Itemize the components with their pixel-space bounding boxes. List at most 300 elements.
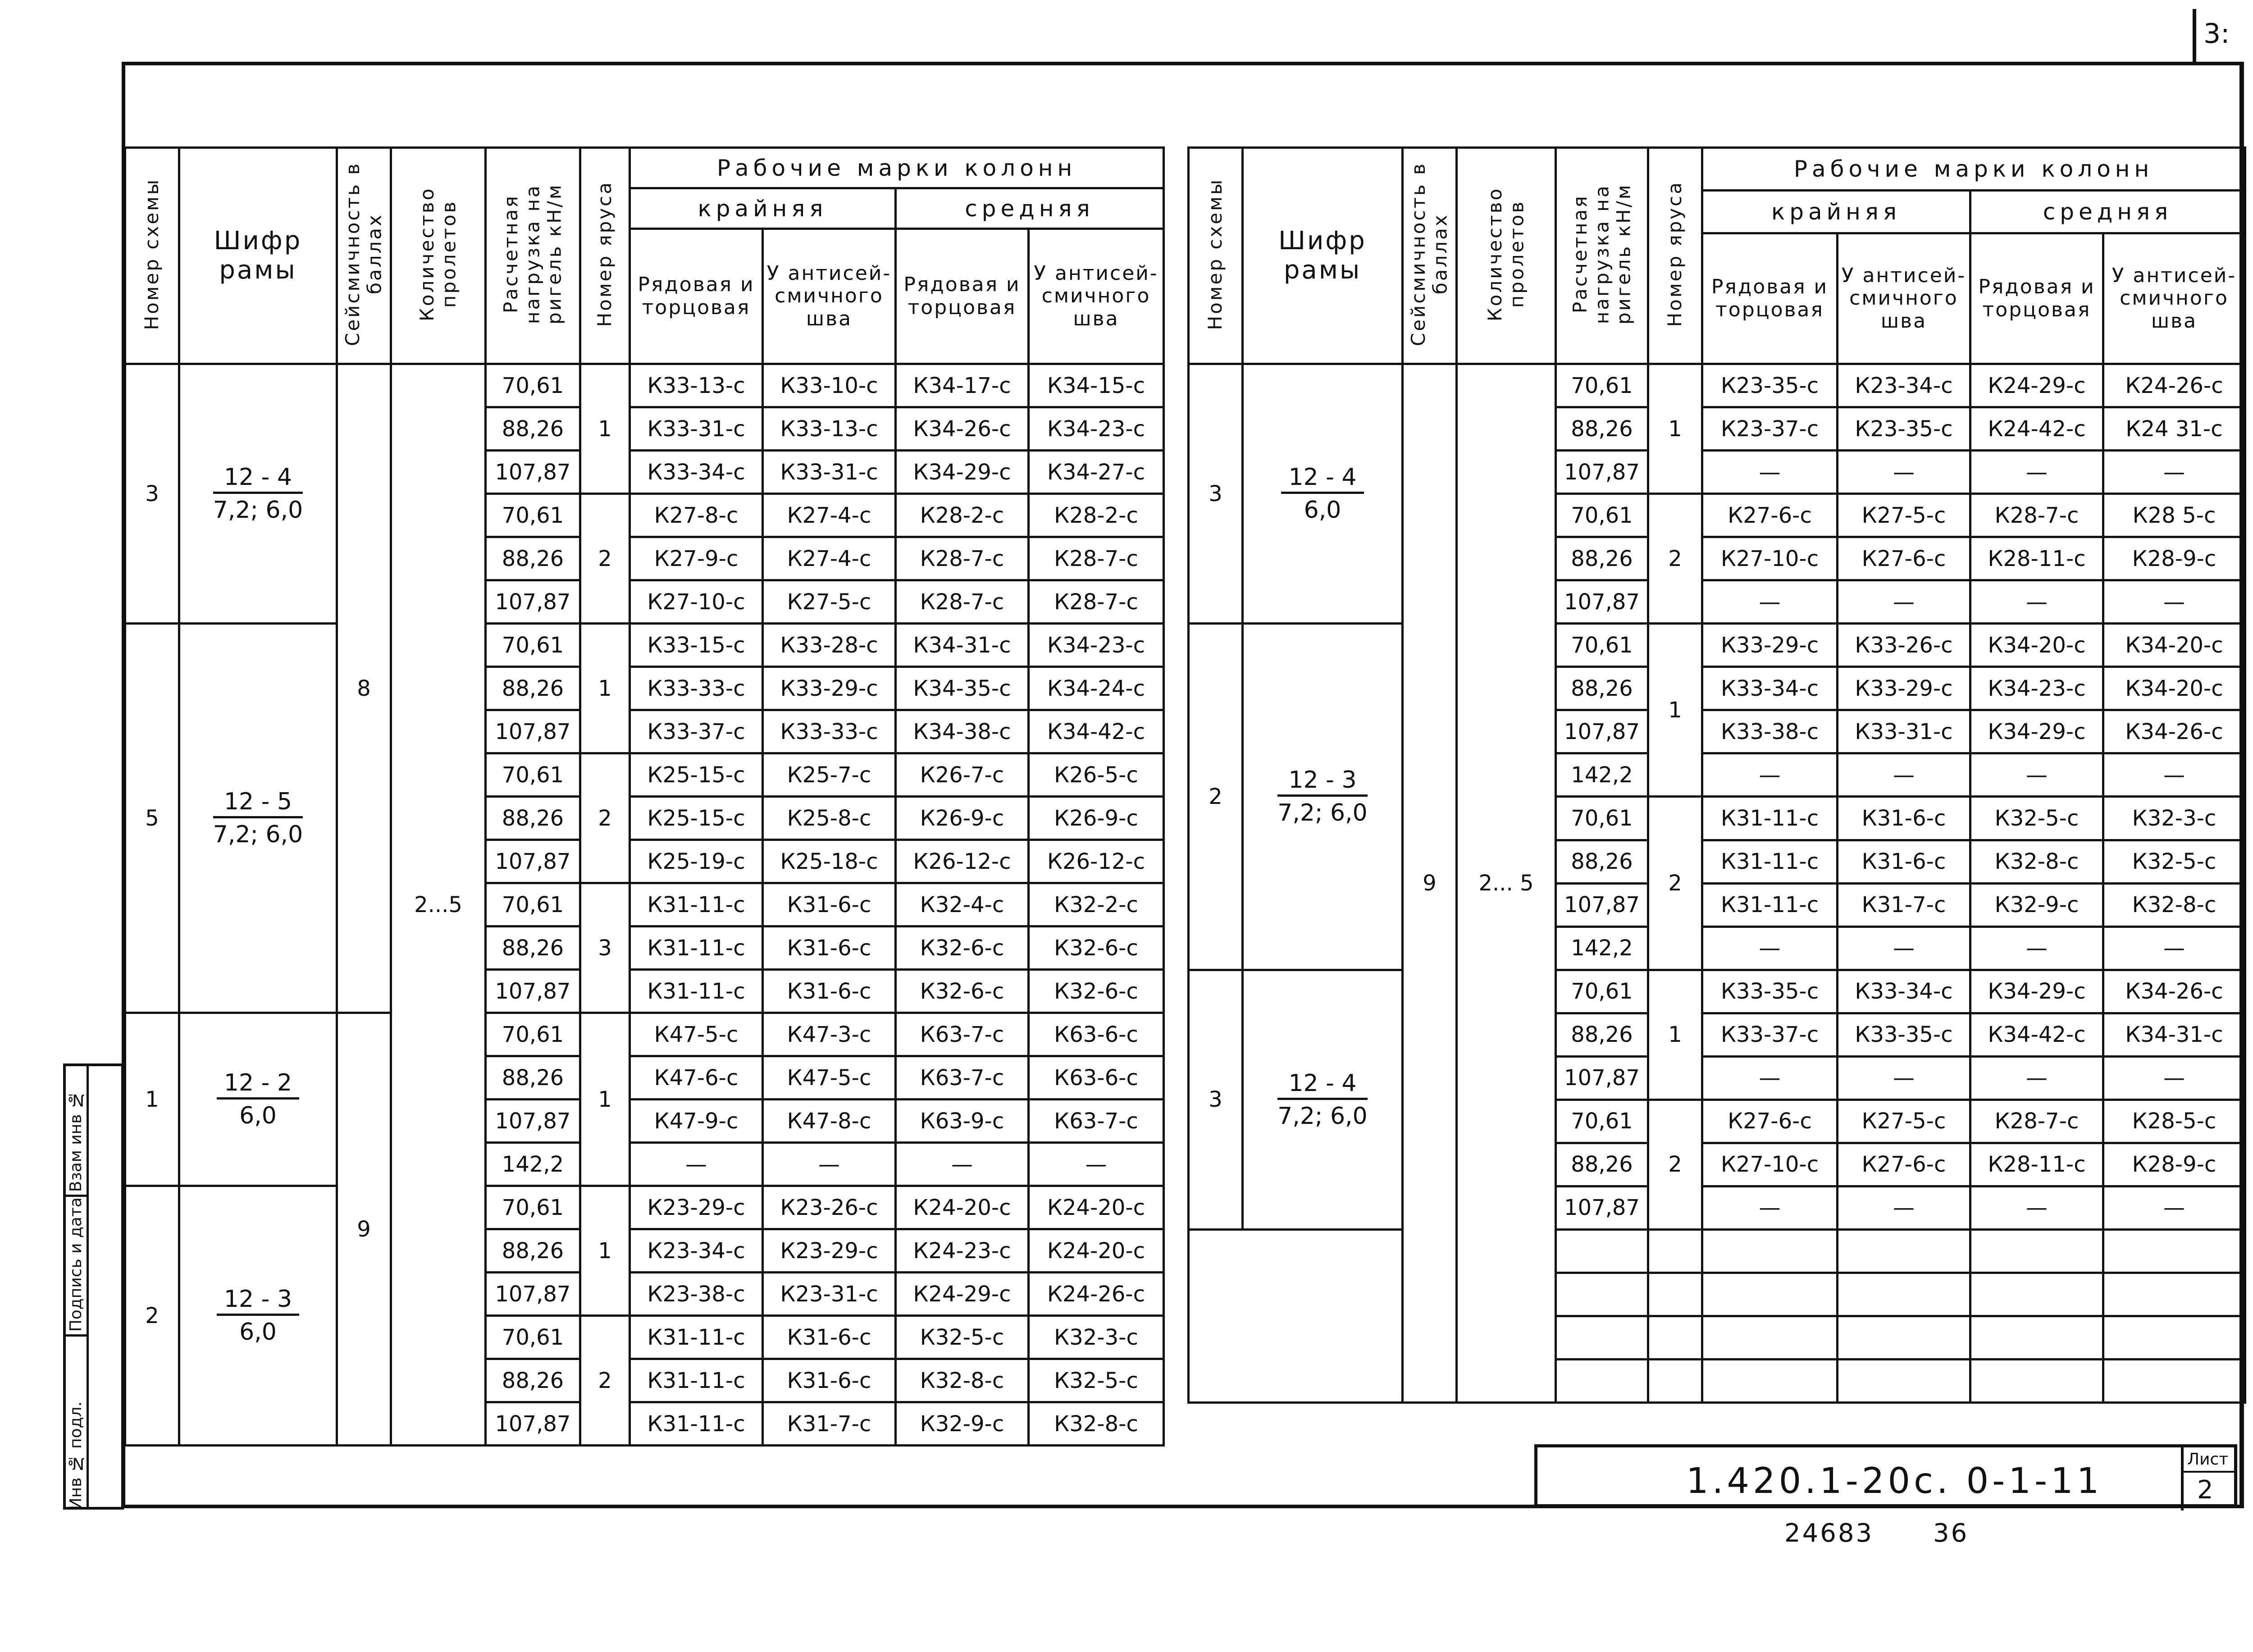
column-mark: —	[1838, 451, 1970, 494]
column-mark: —	[1838, 1056, 1970, 1100]
column-mark: К24-20-с	[1029, 1229, 1164, 1273]
column-mark: К31-6-с	[763, 1359, 896, 1402]
hdr-seismicity: Сейсмичность в баллах	[1403, 148, 1457, 364]
column-mark: К28 5-с	[2103, 494, 2245, 537]
column-mark: К25-15-с	[630, 753, 763, 797]
scheme-number: 2	[1189, 624, 1243, 970]
column-mark: К33-33-с	[763, 710, 896, 753]
load-value: 70,61	[486, 624, 580, 667]
column-mark: К34-42-с	[1970, 1013, 2103, 1056]
frame-code: $\frac{12 - 4}{6,0}$	[1243, 364, 1403, 624]
empty-cell	[1838, 1359, 1970, 1402]
column-mark: К31-6-с	[1838, 797, 1970, 840]
column-mark: —	[1702, 1186, 1838, 1229]
side-label-inventory: Инв № подл.	[67, 1401, 85, 1510]
column-mark: —	[1702, 580, 1838, 624]
column-mark: —	[896, 1143, 1029, 1186]
load-value: 70,61	[486, 1316, 580, 1359]
table-row	[125, 1013, 1164, 1056]
hdr-middle: средняя	[1970, 191, 2245, 233]
column-mark: К23-35-с	[1838, 407, 1970, 451]
column-mark: К28-7-с	[1970, 1100, 2103, 1143]
column-mark: К33-35-с	[1702, 970, 1838, 1013]
column-mark: К23-37-с	[1702, 407, 1838, 451]
column-mark: К31-11-с	[1702, 840, 1838, 883]
load-value: 107,87	[486, 1273, 580, 1316]
hdr-scheme-no: Номер схемы	[1189, 148, 1243, 364]
column-mark: К33-31-с	[1838, 710, 1970, 753]
column-mark: —	[2103, 451, 2245, 494]
frame-code: $\frac{12 - 4}{7,2; 6,0}$	[179, 364, 337, 624]
load-value: 107,87	[486, 1100, 580, 1143]
column-mark: —	[1029, 1143, 1164, 1186]
load-value: 70,61	[1556, 797, 1648, 840]
load-value: 88,26	[486, 1229, 580, 1273]
load-value: 70,61	[1556, 624, 1648, 667]
column-mark: К26-9-с	[896, 797, 1029, 840]
tier-number: 2	[1648, 494, 1702, 624]
column-mark: К27-10-с	[630, 580, 763, 624]
table-row	[125, 1186, 1164, 1229]
load-value: 88,26	[486, 537, 580, 580]
empty-cell	[1702, 1229, 1838, 1273]
column-mark: К33-29-с	[763, 667, 896, 710]
column-mark: —	[2103, 1056, 2245, 1100]
column-mark: К34-29-с	[896, 451, 1029, 494]
column-mark: К32-3-с	[1029, 1316, 1164, 1359]
column-mark: К31-11-с	[630, 1359, 763, 1402]
footer-page: 36	[1933, 1519, 1969, 1548]
column-mark: —	[1838, 1186, 1970, 1229]
tier-number: 2	[580, 494, 630, 624]
tier-number: 1	[580, 1186, 630, 1316]
side-strip	[63, 1063, 124, 1510]
scheme-number: 3	[1189, 364, 1243, 624]
column-mark: —	[1702, 451, 1838, 494]
column-mark: —	[1838, 753, 1970, 797]
load-value: 70,61	[486, 1013, 580, 1056]
sheet-box	[2181, 1447, 2234, 1511]
load-value: 107,87	[1556, 1186, 1648, 1229]
hdr-working-marks: Рабочие марки колонн	[630, 148, 1164, 188]
column-mark: К33-26-с	[1838, 624, 1970, 667]
column-mark: К32-2-с	[1029, 883, 1164, 926]
hdr-working-marks: Рабочие марки колонн	[1702, 148, 2245, 191]
load-value: 88,26	[486, 926, 580, 970]
column-mark: К28-11-с	[1970, 537, 2103, 580]
empty-cell	[1702, 1359, 1838, 1402]
column-mark: К47-6-с	[630, 1056, 763, 1100]
column-mark: К23-34-с	[1838, 364, 1970, 407]
tier-number: 1	[580, 364, 630, 494]
column-mark: К33-15-с	[630, 624, 763, 667]
spans-value: 2...5	[391, 364, 486, 1446]
column-mark: К34-29-с	[1970, 970, 2103, 1013]
column-mark: К27-6-с	[1838, 1143, 1970, 1186]
column-mark: К31-6-с	[763, 970, 896, 1013]
column-mark: К28-9-с	[2103, 1143, 2245, 1186]
column-mark: К32-4-с	[896, 883, 1029, 926]
load-value: 142,2	[486, 1143, 580, 1186]
tier-number: 2	[1648, 797, 1702, 970]
hdr-col-anti-seismic: У антисей-смичного шва	[2103, 233, 2245, 364]
column-mark: К34-23-с	[1029, 407, 1164, 451]
tier-number: 1	[1648, 624, 1702, 797]
column-mark: К27-5-с	[1838, 494, 1970, 537]
load-value: 107,87	[1556, 451, 1648, 494]
column-mark: К33-33-с	[630, 667, 763, 710]
column-mark: К23-31-с	[763, 1273, 896, 1316]
column-mark: К28-2-с	[896, 494, 1029, 537]
column-mark: К27-5-с	[763, 580, 896, 624]
hdr-spans: Количество пролетов	[391, 148, 486, 364]
hdr-load: Расчетная нагрузка на ригель кН/м	[1556, 148, 1648, 364]
column-mark: К24 31-с	[2103, 407, 2245, 451]
empty-cell	[1189, 1229, 1403, 1402]
column-mark: К27-6-с	[1838, 537, 1970, 580]
footer-number: 24683	[1784, 1519, 1874, 1548]
column-mark: К27-8-с	[630, 494, 763, 537]
column-mark: К34-24-с	[1029, 667, 1164, 710]
column-mark: К32-6-с	[896, 926, 1029, 970]
load-value: 107,87	[1556, 580, 1648, 624]
column-mark: К27-6-с	[1702, 494, 1838, 537]
column-mark: К47-9-с	[630, 1100, 763, 1143]
hdr-col-anti-seismic: У антисей-смичного шва	[1838, 233, 1970, 364]
load-value: 70,61	[486, 1186, 580, 1229]
column-mark: К63-7-с	[896, 1013, 1029, 1056]
load-value: 88,26	[486, 1056, 580, 1100]
column-mark: К33-38-с	[1702, 710, 1838, 753]
column-mark: К33-34-с	[630, 451, 763, 494]
hdr-load: Расчетная нагрузка на ригель кН/м	[486, 148, 580, 364]
document-code: 1.420.1-20с. 0-1-11	[1686, 1461, 2103, 1501]
column-mark: К63-6-с	[1029, 1013, 1164, 1056]
left-table	[124, 146, 1165, 1447]
load-value: 70,61	[486, 494, 580, 537]
column-mark: К33-34-с	[1838, 970, 1970, 1013]
column-mark: К32-5-с	[2103, 840, 2245, 883]
column-mark: К32-8-с	[1970, 840, 2103, 883]
frame-code: $\frac{12 - 3}{7,2; 6,0}$	[1243, 624, 1403, 970]
column-mark: К24-29-с	[896, 1273, 1029, 1316]
load-value: 88,26	[486, 407, 580, 451]
hdr-col-anti-seismic: У антисей-смичного шва	[1029, 229, 1164, 364]
column-mark: К28-2-с	[1029, 494, 1164, 537]
load-value: 88,26	[1556, 1143, 1648, 1186]
empty-cell	[1556, 1229, 1648, 1273]
table-row	[1189, 364, 2245, 407]
column-mark: —	[1970, 753, 2103, 797]
column-mark: —	[1838, 580, 1970, 624]
corner-line	[2193, 9, 2196, 63]
load-value: 88,26	[1556, 667, 1648, 710]
empty-cell	[2103, 1273, 2245, 1316]
column-mark: К32-8-с	[2103, 883, 2245, 926]
column-mark: К23-29-с	[763, 1229, 896, 1273]
column-mark: К23-34-с	[630, 1229, 763, 1273]
column-mark: К27-4-с	[763, 494, 896, 537]
empty-cell	[1556, 1316, 1648, 1359]
tier-number: 1	[580, 624, 630, 753]
load-value: 88,26	[486, 667, 580, 710]
column-mark: —	[2103, 926, 2245, 970]
tier-number: 2	[580, 753, 630, 883]
load-value: 88,26	[1556, 1013, 1648, 1056]
tier-number: 2	[580, 1316, 630, 1446]
column-mark: К32-5-с	[1970, 797, 2103, 840]
empty-cell	[2103, 1359, 2245, 1402]
tier-number: 3	[580, 883, 630, 1013]
column-mark: К26-9-с	[1029, 797, 1164, 840]
column-mark: К47-5-с	[763, 1056, 896, 1100]
empty-cell	[1556, 1359, 1648, 1402]
hdr-tier: Номер яруса	[1648, 148, 1702, 364]
column-mark: К34-31-с	[2103, 1013, 2245, 1056]
column-mark: К33-13-с	[763, 407, 896, 451]
hdr-col-anti-seismic: У антисей-смичного шва	[763, 229, 896, 364]
column-mark: К33-35-с	[1838, 1013, 1970, 1056]
column-mark: К24-20-с	[896, 1186, 1029, 1229]
column-mark: К27-5-с	[1838, 1100, 1970, 1143]
column-mark: К26-12-с	[1029, 840, 1164, 883]
column-mark: К31-6-с	[763, 926, 896, 970]
column-mark: К27-10-с	[1702, 1143, 1838, 1186]
column-mark: К24-26-с	[2103, 364, 2245, 407]
load-value: 142,2	[1556, 926, 1648, 970]
load-value: 107,87	[486, 1402, 580, 1446]
column-mark: К32-8-с	[1029, 1402, 1164, 1446]
column-mark: —	[1838, 926, 1970, 970]
column-mark: —	[1702, 1056, 1838, 1100]
column-mark: К28-7-с	[1970, 494, 2103, 537]
column-mark: К32-8-с	[896, 1359, 1029, 1402]
column-mark: К25-7-с	[763, 753, 896, 797]
column-mark: К31-7-с	[763, 1402, 896, 1446]
column-mark: К32-6-с	[896, 970, 1029, 1013]
frame-code: $\frac{12 - 5}{7,2; 6,0}$	[179, 624, 337, 1013]
empty-cell	[1838, 1316, 1970, 1359]
hdr-col-row-end: Рядовая и торцовая	[1702, 233, 1838, 364]
column-mark: К63-7-с	[896, 1056, 1029, 1100]
column-mark: К47-5-с	[630, 1013, 763, 1056]
hdr-seismicity: Сейсмичность в баллах	[337, 148, 391, 364]
column-mark: К34-42-с	[1029, 710, 1164, 753]
load-value: 70,61	[486, 364, 580, 407]
column-mark: К34-31-с	[896, 624, 1029, 667]
column-mark: К25-15-с	[630, 797, 763, 840]
empty-cell	[1702, 1273, 1838, 1316]
load-value: 70,61	[1556, 1100, 1648, 1143]
load-value: 107,87	[1556, 1056, 1648, 1100]
column-mark: К47-3-с	[763, 1013, 896, 1056]
column-mark: —	[2103, 580, 2245, 624]
load-value: 70,61	[1556, 970, 1648, 1013]
column-mark: К31-11-с	[1702, 797, 1838, 840]
empty-cell	[2103, 1316, 2245, 1359]
hdr-middle: средняя	[896, 188, 1164, 229]
column-mark: К34-27-с	[1029, 451, 1164, 494]
column-mark: К34-26-с	[2103, 710, 2245, 753]
column-mark: К24-26-с	[1029, 1273, 1164, 1316]
scheme-number: 5	[125, 624, 179, 1013]
column-mark: К23-38-с	[630, 1273, 763, 1316]
side-label-signature: Подпись и дата	[66, 1197, 87, 1337]
column-mark: —	[1970, 926, 2103, 970]
hdr-scheme-no: Номер схемы	[125, 148, 179, 364]
empty-cell	[1970, 1316, 2103, 1359]
hdr-frame-code: Шифр рамы	[179, 148, 337, 364]
column-mark: К26-5-с	[1029, 753, 1164, 797]
column-mark: К33-37-с	[630, 710, 763, 753]
empty-cell	[1556, 1273, 1648, 1316]
column-mark: —	[1702, 753, 1838, 797]
load-value: 107,87	[486, 840, 580, 883]
hdr-col-row-end: Рядовая и торцовая	[630, 229, 763, 364]
column-mark: К26-7-с	[896, 753, 1029, 797]
tier-number: 2	[1648, 1100, 1702, 1229]
column-mark: К28-7-с	[896, 537, 1029, 580]
load-value: 70,61	[1556, 494, 1648, 537]
column-mark: К32-3-с	[2103, 797, 2245, 840]
frame-code: $\frac{12 - 3}{6,0}$	[179, 1186, 337, 1446]
column-mark: К27-4-с	[763, 537, 896, 580]
sheet-label: Лист	[2187, 1450, 2229, 1469]
column-mark: К25-18-с	[763, 840, 896, 883]
hdr-col-row-end: Рядовая и торцовая	[896, 229, 1029, 364]
load-value: 107,87	[486, 710, 580, 753]
column-mark: К31-6-с	[763, 883, 896, 926]
column-mark: К32-6-с	[1029, 926, 1164, 970]
hdr-spans: Количество пролетов	[1457, 148, 1556, 364]
load-value: 107,87	[486, 580, 580, 624]
column-mark: К31-11-с	[630, 926, 763, 970]
column-mark: К27-9-с	[630, 537, 763, 580]
column-mark: К33-29-с	[1838, 667, 1970, 710]
scheme-number: 3	[125, 364, 179, 624]
empty-cell	[1648, 1229, 1702, 1273]
load-value: 107,87	[486, 451, 580, 494]
column-mark: —	[630, 1143, 763, 1186]
column-mark: К63-6-с	[1029, 1056, 1164, 1100]
load-value: 70,61	[486, 753, 580, 797]
column-mark: К33-31-с	[763, 451, 896, 494]
empty-cell	[1648, 1316, 1702, 1359]
empty-cell	[1970, 1229, 2103, 1273]
column-mark: К47-8-с	[763, 1100, 896, 1143]
empty-cell	[1648, 1273, 1702, 1316]
empty-cell	[1970, 1359, 2103, 1402]
load-value: 107,87	[1556, 710, 1648, 753]
tier-number: 1	[580, 1013, 630, 1186]
empty-cell	[1838, 1229, 1970, 1273]
column-mark: К31-7-с	[1838, 883, 1970, 926]
column-mark: К34-38-с	[896, 710, 1029, 753]
column-mark: К34-35-с	[896, 667, 1029, 710]
column-mark: К33-34-с	[1702, 667, 1838, 710]
load-value: 70,61	[1556, 364, 1648, 407]
frame-code: $\frac{12 - 2}{6,0}$	[179, 1013, 337, 1186]
column-mark: К34-29-с	[1970, 710, 2103, 753]
column-mark: К32-5-с	[1029, 1359, 1164, 1402]
column-mark: К24-20-с	[1029, 1186, 1164, 1229]
load-value: 88,26	[486, 1359, 580, 1402]
empty-row	[1189, 1229, 2245, 1273]
right-table	[1187, 146, 2246, 1404]
load-value: 70,61	[486, 883, 580, 926]
column-mark: К25-8-с	[763, 797, 896, 840]
load-value: 88,26	[486, 797, 580, 840]
column-mark: К31-11-с	[630, 1402, 763, 1446]
column-mark: К31-11-с	[630, 883, 763, 926]
column-mark: К33-13-с	[630, 364, 763, 407]
column-mark: К34-15-с	[1029, 364, 1164, 407]
column-mark: К23-29-с	[630, 1186, 763, 1229]
column-mark: —	[2103, 1186, 2245, 1229]
column-mark: К27-10-с	[1702, 537, 1838, 580]
scheme-number: 2	[125, 1186, 179, 1446]
column-mark: К34-17-с	[896, 364, 1029, 407]
load-value: 142,2	[1556, 753, 1648, 797]
column-mark: К25-19-с	[630, 840, 763, 883]
scheme-number: 3	[1189, 970, 1243, 1229]
column-mark: К33-31-с	[630, 407, 763, 451]
column-mark: К34-23-с	[1029, 624, 1164, 667]
column-mark: К33-37-с	[1702, 1013, 1838, 1056]
seismicity-value: 9	[1403, 364, 1457, 1403]
empty-cell	[1970, 1273, 2103, 1316]
column-mark: К28-7-с	[1029, 580, 1164, 624]
scheme-number: 1	[125, 1013, 179, 1186]
column-mark: К24-23-с	[896, 1229, 1029, 1273]
seismicity-value: 9	[337, 1013, 391, 1446]
load-value: 107,87	[1556, 883, 1648, 926]
empty-cell	[2103, 1229, 2245, 1273]
column-mark: —	[1970, 451, 2103, 494]
column-mark: К34-26-с	[2103, 970, 2245, 1013]
column-mark: К32-9-с	[1970, 883, 2103, 926]
empty-cell	[1838, 1273, 1970, 1316]
column-mark: К33-29-с	[1702, 624, 1838, 667]
column-mark: —	[1702, 926, 1838, 970]
sheet-number: 2	[2197, 1475, 2213, 1505]
column-mark: К34-20-с	[2103, 624, 2245, 667]
spans-value: 2... 5	[1457, 364, 1556, 1403]
column-mark: К63-9-с	[896, 1100, 1029, 1143]
column-mark: К28-7-с	[1029, 537, 1164, 580]
column-mark: К23-35-с	[1702, 364, 1838, 407]
empty-cell	[1648, 1359, 1702, 1402]
column-mark: К32-5-с	[896, 1316, 1029, 1359]
table-row	[125, 364, 1164, 407]
empty-cell	[1702, 1316, 1838, 1359]
column-mark: К32-9-с	[896, 1402, 1029, 1446]
table-row	[1189, 970, 2245, 1013]
column-mark: К32-6-с	[1029, 970, 1164, 1013]
hdr-edge: крайняя	[1702, 191, 1970, 233]
column-mark: К33-28-с	[763, 624, 896, 667]
column-mark: К28-11-с	[1970, 1143, 2103, 1186]
column-mark: К27-6-с	[1702, 1100, 1838, 1143]
load-value: 88,26	[1556, 840, 1648, 883]
side-label-zamen: Взам инв №	[66, 1066, 87, 1197]
table-row	[1189, 624, 2245, 667]
hdr-edge: крайняя	[630, 188, 896, 229]
column-mark: К31-11-с	[1702, 883, 1838, 926]
column-mark: —	[2103, 753, 2245, 797]
tier-number: 1	[1648, 970, 1702, 1100]
column-mark: К28-7-с	[896, 580, 1029, 624]
